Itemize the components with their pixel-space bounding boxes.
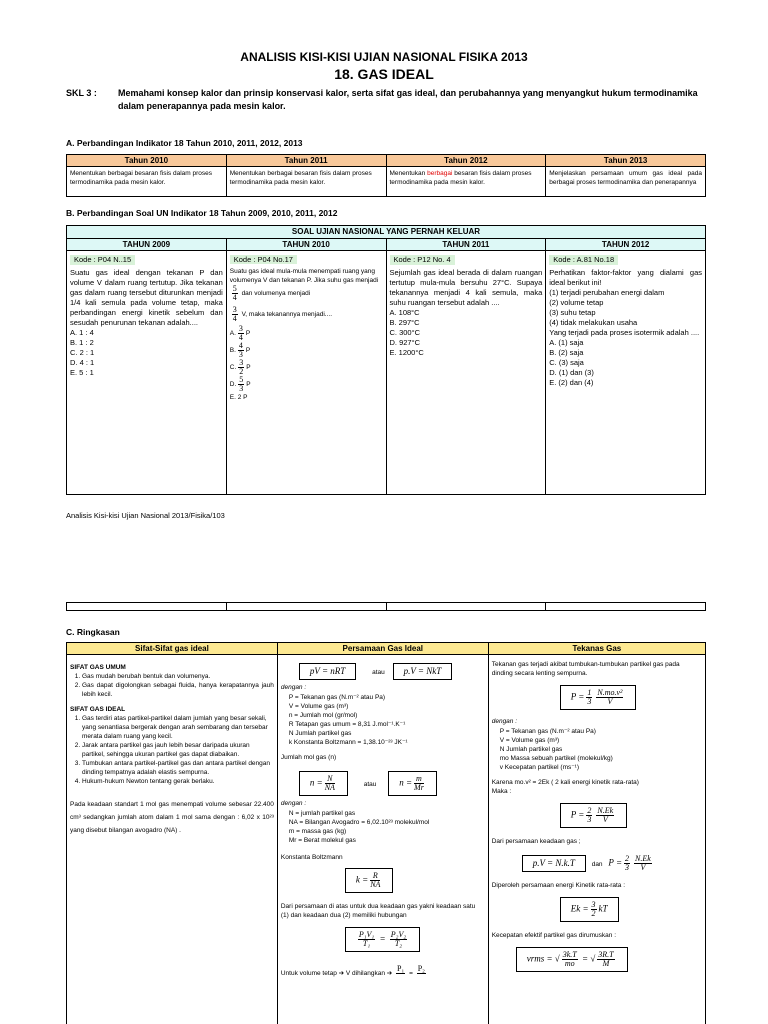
indicator-header-2013: Tahun 2013 xyxy=(546,155,706,167)
fraction-num: R xyxy=(370,872,380,881)
paragraph: Diperoleh persamaan energi Kinetik rata-rata : xyxy=(491,882,626,890)
summary-header-pressure: Tekanas Gas xyxy=(488,643,705,655)
fraction xyxy=(232,306,238,323)
indicator-header-2012: Tahun 2012 xyxy=(386,155,546,167)
option: C. 300°C xyxy=(389,328,421,337)
fraction-num: 3 xyxy=(591,900,596,910)
fraction-num: N.mo.v² xyxy=(597,688,623,697)
question-code: Kode : P12 No. 4 xyxy=(390,255,455,265)
option: A. 1 : 4 xyxy=(70,328,94,337)
fraction xyxy=(586,807,592,824)
definition: N Jumlah partikel gas xyxy=(288,730,352,737)
question-text-part: Suatu gas ideal mula-mula menempati ruang yang volumenya V dan tekanan P. Jika suhu gas menjadi xyxy=(229,268,379,284)
formula-row xyxy=(560,682,702,713)
definition: N = jumlah partikel gas xyxy=(288,810,356,817)
definition: V = Volume gas (m³) xyxy=(288,703,349,710)
subheading: SIFAT GAS IDEAL xyxy=(70,706,126,713)
option-letter: B. xyxy=(229,347,236,355)
option: C. 2 : 1 xyxy=(70,348,95,357)
option: D. (1) dan (3) xyxy=(549,368,594,377)
fraction xyxy=(325,775,335,792)
option-var: P xyxy=(246,364,251,372)
fraction-den: 3 xyxy=(587,815,592,824)
fraction-num: P₂V₂ xyxy=(390,930,407,939)
skl-label: SKL 3 : xyxy=(66,88,97,98)
paragraph: Dari persamaan keadaan gas ; xyxy=(491,838,581,845)
paragraph: Tekanan gas terjadi akibat tumbukan-tumbukan partikel gas pada dinding secara lenting sempurna. xyxy=(491,661,680,677)
paragraph: Pada keadaan standart 1 mol gas menempati volume sebesar 22.400 cm³ sedangkan jumlah atom dalam 1 mol sama dengan : 6,02 x 10²³ yang disebut bilangan avogadro (NA) . xyxy=(70,801,274,834)
label: Jumlah mol gas (n) xyxy=(280,754,337,761)
formula-lhs: P = xyxy=(570,809,585,820)
fraction-den: 3 xyxy=(239,384,244,393)
fraction xyxy=(238,359,244,376)
fraction xyxy=(634,855,652,872)
question-item: (2) volume tetap xyxy=(549,298,604,307)
label: Konstanta Boltzmann xyxy=(280,854,343,861)
formula: vrms = √ $\frac{3k.T}{mo}$ = √ $\frac{3R.T}{M}$ xyxy=(516,947,628,972)
formula: p.V = NkT xyxy=(393,663,453,680)
fraction xyxy=(597,951,614,968)
fraction-num: 5 xyxy=(239,375,244,384)
fraction-den: mo xyxy=(564,959,575,969)
fraction xyxy=(414,775,424,792)
formula xyxy=(560,685,637,710)
question-2009 xyxy=(67,251,227,495)
formula xyxy=(608,855,653,872)
fraction xyxy=(562,951,578,968)
definition: V = Volume gas (m³) xyxy=(499,737,560,744)
option: D. 4 : 1 xyxy=(70,358,95,367)
fraction-num: 3R.T xyxy=(598,950,614,960)
document-title: ANALISIS KISI-KISI UJIAN NASIONAL FISIKA 2013 xyxy=(240,50,528,64)
formula-row xyxy=(281,768,485,799)
formula: p.V = N.k.T xyxy=(522,855,586,872)
list-item: 2. Gas dapat digolongkan sebagai fluida, hanya kerapatannya jauh lebih kecil. xyxy=(82,681,274,699)
question-2012 xyxy=(546,251,706,495)
formula-lhs: n = xyxy=(399,777,413,788)
fraction xyxy=(238,342,244,359)
indicator-cell-2010: Menentukan berbagai besaran fisis dalam proses termodinamika pada mesin kalor. xyxy=(67,167,227,197)
section-b-title: B. Perbandingan Soal UN Indikator 18 Tahun 2009, 2010, 2011, 2012 xyxy=(66,208,338,218)
fraction xyxy=(358,931,375,948)
indicator-cell-2012-a: Menentukan xyxy=(389,170,426,177)
fraction-den: Mr xyxy=(414,783,424,792)
list-item: 1. Gas mudah berubah bentuk dan volumenya. xyxy=(82,672,274,681)
fraction-den: M xyxy=(602,959,610,969)
option-letter: A. xyxy=(229,330,236,338)
fraction xyxy=(370,872,380,889)
question-text-part: V, maka tekanannya menjadi.... xyxy=(241,311,333,319)
fraction-den: V xyxy=(640,863,646,873)
empty-cell xyxy=(226,603,386,611)
option: A. (1) saja xyxy=(549,338,584,347)
formula-lhs: n = xyxy=(309,777,323,788)
section-c-title: C. Ringkasan xyxy=(66,627,120,637)
formula-rhs: kT xyxy=(598,904,608,914)
fraction-num: N xyxy=(325,775,335,784)
fraction xyxy=(417,965,426,982)
paragraph: Karena mo.v² = 2Ek ( 2 kali energi kinetik rata-rata) xyxy=(491,779,639,786)
fraction-den: 4 xyxy=(232,314,237,323)
definition: N Jumlah partikel gas xyxy=(499,746,563,753)
fraction-den: 4 xyxy=(238,333,243,342)
formula-row xyxy=(281,660,485,683)
fraction-den: 3 xyxy=(587,697,592,706)
list-item: 3. Tumbukan antara partikel-partikel gas dan antara partikel dengan dinding tempatnya adalah elastis sempurna. xyxy=(82,759,274,777)
summary-wrapper xyxy=(66,642,706,1024)
question-code: Kode : A.81 No.18 xyxy=(549,255,618,265)
option: C. (3) saja xyxy=(549,358,584,367)
summary-col-properties xyxy=(67,655,278,1024)
option xyxy=(230,325,383,342)
fraction-den: 2 xyxy=(239,367,244,376)
option: E. 5 : 1 xyxy=(70,368,94,377)
fraction xyxy=(624,855,630,872)
formula xyxy=(299,771,348,796)
fraction-num: 3 xyxy=(232,305,237,314)
exam-header-2010: TAHUN 2010 xyxy=(226,239,386,251)
formula xyxy=(345,868,394,893)
formula-lhs: k = xyxy=(355,874,369,885)
option: D. 927°C xyxy=(389,338,421,347)
option-var: P xyxy=(245,330,251,338)
question-code: Kode : P04 N..15 xyxy=(70,255,135,265)
option: E. 2 P xyxy=(229,394,248,401)
list-item: 2. Jarak antara partikel gas jauh lebih besar daripada ukuran partikel, sehingga ukuran partikel gas dapat diabaikan. xyxy=(82,741,274,759)
definition: mo Massa sebuah partikel (molekul/kg) xyxy=(499,755,613,762)
indicator-cell-2012-b: besaran fisis dalam proses termodinamika pada mesin kalor. xyxy=(389,170,532,186)
option-var: P xyxy=(245,347,251,355)
exam-table-caption: SOAL UJIAN NASIONAL YANG PERNAH KELUAR xyxy=(67,226,706,239)
section-a-title: A. Perbandingan Indikator 18 Tahun 2010, 2011, 2012, 2013 xyxy=(66,138,303,148)
empty-cell xyxy=(67,603,227,611)
skl-text: Memahami konsep kalor dan prinsip konservasi kalor, serta sifat gas ideal, dan perubahannya yang menyangkut hukum termodinamika dalam penerapannya pada mesin kalor. xyxy=(118,88,698,111)
formula-row xyxy=(560,800,702,831)
option: B. 1 : 2 xyxy=(70,338,94,347)
exam-header-2011: TAHUN 2011 xyxy=(386,239,546,251)
fraction-den: 3 xyxy=(625,863,630,873)
fraction xyxy=(591,901,597,918)
label: Maka : xyxy=(491,788,512,795)
page-footer: Analisis Kisi-kisi Ujian Nasional 2013/Fisika/103 xyxy=(66,511,225,520)
fraction xyxy=(596,689,623,706)
definition: n = Jumlah mol (gr/mol) xyxy=(288,712,358,719)
question-code: Kode : P04 No.17 xyxy=(230,255,297,264)
formula xyxy=(560,803,627,828)
fraction xyxy=(390,931,407,948)
fraction-num: m xyxy=(416,774,422,783)
empty-cell xyxy=(546,603,706,611)
definition: P = Tekanan gas (N.m⁻² atau Pa) xyxy=(499,728,596,735)
definition: m = massa gas (kg) xyxy=(288,828,347,835)
formula-row xyxy=(516,944,702,975)
fraction-num: P₁ xyxy=(397,964,405,973)
fraction-den xyxy=(417,974,426,982)
formula xyxy=(388,771,437,796)
conjunction: atau xyxy=(363,780,377,788)
summary-header-equation: Persamaan Gas Ideal xyxy=(277,643,488,655)
option xyxy=(230,376,383,393)
label: dengan : xyxy=(280,800,307,807)
fraction-num: 1 xyxy=(587,688,592,697)
fraction-num: P₂ xyxy=(417,964,425,973)
question-text xyxy=(230,267,383,302)
table-continuation xyxy=(66,602,706,611)
paragraph-text: Untuk volume tetap ➔ V dihilangkan ➔ xyxy=(280,970,393,978)
formula-row xyxy=(345,865,485,896)
fraction xyxy=(396,965,405,982)
conjunction: dan xyxy=(591,861,603,868)
fraction-den: NA xyxy=(370,880,381,889)
fraction xyxy=(238,376,244,393)
paragraph: Kecepatan efektif partikel gas dirumuskan : xyxy=(491,932,617,940)
fraction-num: 3k.T xyxy=(562,950,577,960)
list-item: 1. Gas terdiri atas partikel-partikel dalam jumlah yang besar sekali, yang senantiasa bergerak dengan arah sembarang dan tersebar merata dalam ruang yang kecil. xyxy=(82,714,274,741)
formula-row xyxy=(492,852,702,875)
question-item: (4) tidak melakukan usaha xyxy=(549,318,638,327)
summary-col-pressure xyxy=(488,655,705,1024)
fraction-num: P₁V₁ xyxy=(358,930,375,939)
question-text-line xyxy=(230,306,383,323)
summary-table xyxy=(66,642,706,1024)
definition: v Kecepatan partikel (ms⁻¹) xyxy=(499,764,580,771)
option: A. 108°C xyxy=(389,308,420,317)
formula xyxy=(560,897,619,922)
definition: NA = Bilangan Avogadro = 6,02.10²³ molekul/mol xyxy=(288,819,430,826)
empty-cell xyxy=(386,603,546,611)
exam-header-2009: TAHUN 2009 xyxy=(67,239,227,251)
fraction xyxy=(232,285,238,302)
formula-row xyxy=(560,894,702,925)
option-letter: C. xyxy=(229,364,237,372)
indicator-header-2010: Tahun 2010 xyxy=(67,155,227,167)
formula-lhs: P = xyxy=(570,691,585,702)
definitions xyxy=(289,693,485,747)
option xyxy=(230,342,383,359)
label: dengan : xyxy=(280,684,307,691)
fraction-num: 4 xyxy=(238,341,243,350)
summary-header-properties: Sifat-Sifat gas ideal xyxy=(67,643,278,655)
question-text-part: dan volumenya menjadi xyxy=(241,290,311,298)
fraction-num: 2 xyxy=(587,806,592,815)
list-item: 4. Hukum-hukum Newton tentang gerak berlaku. xyxy=(82,777,274,786)
paragraph: Untuk volume tetap ➔ V dihilangkan ➔ P₁ = P₂ xyxy=(281,965,485,982)
formula-row xyxy=(345,924,485,955)
fraction-den xyxy=(396,974,405,982)
option: B. 297°C xyxy=(389,318,420,327)
fraction-den: V xyxy=(602,815,608,824)
indicator-header-2011: Tahun 2011 xyxy=(226,155,386,167)
fraction xyxy=(586,689,592,706)
fraction-num: 5 xyxy=(232,284,237,293)
fraction-den: 4 xyxy=(232,293,237,302)
indicator-cell-2011: Menentukan berbagai besaran fisis dalam proses termodinamika pada mesin kalor. xyxy=(226,167,386,197)
formula-lhs: Ek = xyxy=(570,904,589,914)
definitions xyxy=(289,809,485,845)
question-2010 xyxy=(226,251,386,495)
fraction-num: N.Ek xyxy=(635,854,651,864)
definition: R Tetapan gas umum = 8,31 J.mol⁻¹.K⁻¹ xyxy=(288,721,406,728)
option: E. (2) dan (4) xyxy=(549,378,594,387)
fraction-den: 3 xyxy=(238,350,243,359)
indicator-cell-2012 xyxy=(386,167,546,197)
definition: Mr = Berat molekul gas xyxy=(288,837,356,844)
fraction-den: 2 xyxy=(591,909,596,919)
option: E. 1200°C xyxy=(389,348,424,357)
definitions xyxy=(500,727,702,772)
fraction-den: V xyxy=(607,697,613,706)
fraction xyxy=(596,807,614,824)
option-var: P xyxy=(246,381,251,389)
indicator-cell-2012-highlight: berbagai xyxy=(427,170,453,177)
fraction-num: N.Ek xyxy=(597,806,614,815)
fraction-den: T₁ xyxy=(362,939,371,948)
formula-lhs: vrms = xyxy=(526,954,553,964)
summary-col-equation xyxy=(277,655,488,1024)
fraction-num: 3 xyxy=(239,358,244,367)
definition: k Konstanta Boltzmann = 1,38.10⁻²³ JK⁻¹ xyxy=(288,739,408,746)
skl-block xyxy=(66,87,698,115)
question-item: (1) terjadi perubahan energi dalam xyxy=(549,288,665,297)
label: dengan : xyxy=(491,718,518,725)
fraction-den: T₂ xyxy=(394,939,403,948)
subheading: SIFAT GAS UMUM xyxy=(70,664,126,671)
formula-lhs: P = xyxy=(608,858,623,868)
question-text: Sejumlah gas ideal berada di dalam ruangan tertutup mula-mula bersuhu 27°C. Supaya tekanannya menjadi 4 kali semula, maka suhu ruangan tersebut adalah .... xyxy=(389,268,543,307)
option: B. (2) saja xyxy=(549,348,584,357)
option-letter: D. xyxy=(229,381,237,389)
paragraph: Dari persamaan di atas untuk dua keadaan gas yakni keadaan satu (1) dan keadaan dua (2) memiliki hubungan xyxy=(280,903,476,919)
fraction-num: 2 xyxy=(625,854,630,864)
document-subtitle: 18. GAS IDEAL xyxy=(334,66,434,82)
indicator-table xyxy=(66,154,706,197)
question-2011 xyxy=(386,251,546,495)
exam-header-2012: TAHUN 2012 xyxy=(546,239,706,251)
option xyxy=(230,359,383,376)
indicator-cell-2013: Menjelaskan persamaan umum gas ideal pada berbagai proses termodinamika dan penerapannya xyxy=(546,167,706,197)
formula: pV = nRT xyxy=(299,663,356,680)
fraction xyxy=(238,325,244,342)
exam-questions-table xyxy=(66,225,706,495)
fraction-den: NA xyxy=(324,783,335,792)
conjunction: atau xyxy=(372,669,385,676)
question-stem: Yang terjadi pada proses isotermik adalah .... xyxy=(549,328,700,337)
fraction-num: 3 xyxy=(238,324,243,333)
question-text: Suatu gas ideal dengan tekanan P dan volume V dalam ruang tertutup. Jika tekanan gas dalam ruang tersebut diturunkan menjadi 1/4 kali semula pada volume tetap, maka perbandingan energi kinetik sebelum dan sesudah penurunan tekanan adalah.... xyxy=(70,268,223,327)
question-item: (3) suhu tetap xyxy=(549,308,596,317)
question-text: Perhatikan faktor-faktor yang dialami gas ideal berikut ini! xyxy=(549,268,702,287)
definition: P = Tekanan gas (N.m⁻² atau Pa) xyxy=(288,694,386,701)
formula: $\frac{\text{P₁V₁}}{\text{T₁}}$ = $\frac{\text{P₂V₂}}{\text{T₂}}$ xyxy=(345,927,420,952)
